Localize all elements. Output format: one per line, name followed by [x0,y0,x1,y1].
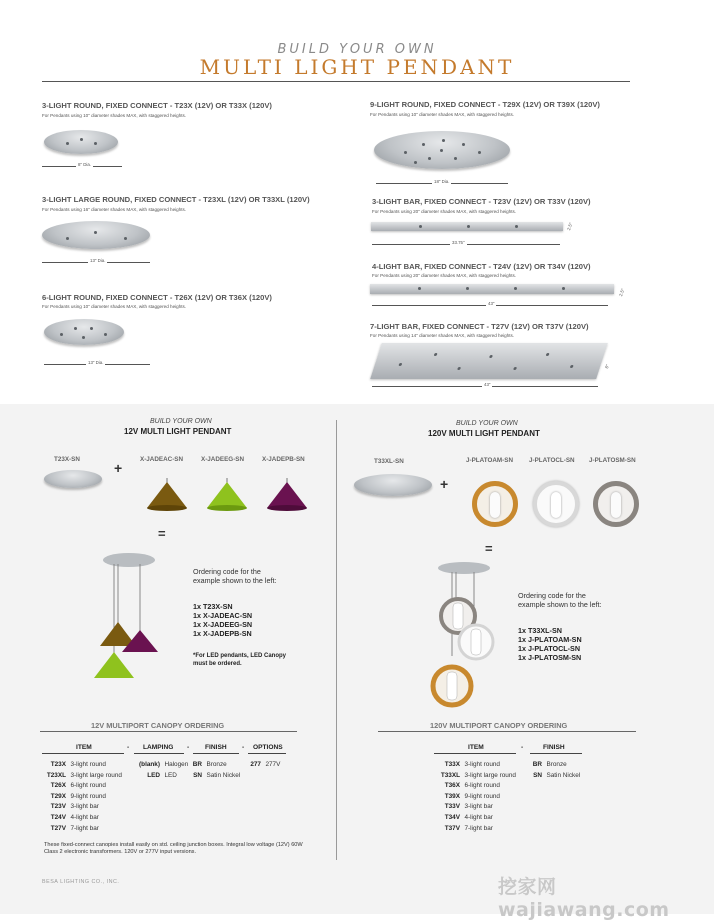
pendant-ring-clear [533,481,579,527]
pendant-label: J-PLATOAM-SN [466,457,513,464]
assembled-pendant-12v [92,552,166,682]
dimension-label: 13" Dia. [90,258,106,263]
lamping-list [130,757,190,778]
table-row: BR Bronze [532,761,567,768]
build-eyebrow: BUILD YOUR OWN [456,420,518,427]
order-code-line: 1x X-JADEAC-SN [193,611,253,620]
equals-sign: = [158,526,166,541]
ordering-rule [40,731,297,732]
pendant-cone-amber [143,478,191,512]
pendant-label: X-JADEAC-SN [140,456,184,463]
table-row: T23V 3-light bar [50,803,99,811]
header-underline [248,753,286,754]
copyright: BESA LIGHTING CO., INC. [42,879,120,885]
section-divider [336,420,337,860]
table-row: T33X 3-light round [444,761,500,768]
canopy-title: 7-LIGHT BAR, FIXED CONNECT - T27V (12V) OR T37V (120V) [370,322,589,331]
canopy-round-image [42,221,150,249]
canopy-title: 4-LIGHT BAR, FIXED CONNECT - T24V (12V) OR T34V (120V) [372,262,591,271]
pendant-label: J-PLATOSM-SN [589,457,636,464]
header-underline [42,753,124,754]
ordering-title: 120V MULTIPORT CANOPY ORDERING [430,721,568,730]
canopy-title: 3-LIGHT LARGE ROUND, FIXED CONNECT - T23XL (12V) OR T33XL (120V) [42,195,310,204]
table-row: SN Satin Nickel [193,771,241,779]
canopy-bar-image [370,343,611,379]
dimension-label: 18" Dia. [434,179,450,184]
page-title: MULTI LIGHT PENDANT [199,55,515,79]
watermark: 挖家网 wajiawang.com [498,876,670,921]
col-separator: - [127,744,130,751]
pendant-label: X-JADEPB-SN [262,456,305,463]
table-row: T26X 6-light round [50,782,106,790]
side-dimension-label: 2.5" [618,288,626,297]
col-header-lamping: LAMPING [143,744,174,751]
order-explanation: Ordering code for the example shown to the left: [518,591,602,609]
header-underline [434,753,516,754]
canopy-note: For Pendants using 16" diameter shades MAX, with staggered heights. [42,207,187,212]
dimension-label: 8" Dia. [78,162,92,167]
pendant-cone-green [203,478,251,512]
table-row: T37V 7-light bar [444,824,493,832]
col-header-item: ITEM [468,744,484,751]
led-note: *For LED pendants, LED Canopy must be ordered. [193,653,287,667]
table-row: BR Bronze [192,761,227,768]
canopy-bar-image [370,284,614,294]
dimension-label: 43" [484,382,491,387]
table-row: T24V 4-light bar [50,813,99,821]
canopy-label: T33XL-SN [374,458,404,465]
col-separator: - [187,744,190,751]
col-header-options: OPTIONS [253,744,283,751]
item-list [36,757,136,831]
canopy-note: For Pendants using 14" diameter shades MAX, with staggered heights. [370,333,515,338]
table-row: T39X 9-light round [444,792,500,800]
pendant-ring-smoke [593,481,639,527]
header-underline [530,753,582,754]
plus-sign: + [114,460,123,476]
canopy-image [44,470,102,488]
table-row: T34V 4-light bar [444,813,493,821]
canopy-note: For Pendants using 10" diameter shades MAX, with staggered heights. [42,304,187,309]
table-row: 277 277V [250,761,281,768]
order-explanation: Ordering code for the example shown to the left: [193,567,277,585]
finish-list [526,757,596,778]
header-underline [134,753,184,754]
header-eyebrow: BUILD YOUR OWN [277,42,437,57]
equals-sign: = [485,541,493,556]
build-title: 120V MULTI LIGHT PENDANT [428,429,540,438]
order-code-line: 1x J-PLATOCL-SN [518,644,581,653]
ordering-footnote: These fixed-connect canopies install easily on std. ceiling junction boxes. Integral low voltage (12V) 60W Class 2 electronic transformers. 120V or 277V input versions. [44,842,303,855]
header-underline [193,753,239,754]
order-code-line: 1x J-PLATOSM-SN [518,653,582,662]
build-eyebrow: BUILD YOUR OWN [150,418,212,425]
col-header-finish: FINISH [543,744,565,751]
ordering-title: 12V MULTIPORT CANOPY ORDERING [91,721,225,730]
pendant-label: X-JADEEG-SN [201,456,245,463]
canopy-round-image [44,319,124,345]
canopy-note: For Pendants using 10" diameter shades MAX, with staggered heights. [42,113,187,118]
pendant-label: J-PLATOCL-SN [529,457,575,464]
canopy-note: For Pendants using 10" diameter shades MAX, with staggered heights. [370,112,515,117]
col-header-item: ITEM [76,744,92,751]
col-separator: - [242,744,245,751]
canopy-note: For Pendants using 20" diameter shades MAX, with staggered heights. [372,273,517,278]
canopy-title: 9-LIGHT ROUND, FIXED CONNECT - T29X (12V) OR T39X (120V) [370,100,600,109]
canopy-title: 6-LIGHT ROUND, FIXED CONNECT - T26X (12V) OR T36X (120V) [42,293,272,302]
table-row: LED LED [147,771,177,779]
order-code-line: 1x T23X-SN [193,602,233,611]
canopy-bar-image [371,222,563,231]
dimension-label: 13" Dia. [88,360,104,365]
canopy-title: 3-LIGHT BAR, FIXED CONNECT - T23V (12V) OR T33V (120V) [372,197,591,206]
canopy-image [354,474,432,496]
plus-sign: + [440,476,449,492]
assembled-pendant-120v [428,560,500,718]
order-code-line: 1x X-JADEPB-SN [193,629,252,638]
pendant-ring-amber [472,481,518,527]
table-row: SN Satin Nickel [533,771,581,779]
side-dimension-label: 6" [603,363,611,370]
build-title: 12V MULTI LIGHT PENDANT [124,427,232,436]
table-row: T29X 9-light round [50,792,106,800]
table-row: (blank) Halogen [139,761,189,768]
col-header-finish: FINISH [205,744,227,751]
order-code-line: 1x J-PLATOAM-SN [518,635,582,644]
table-row: T36X 6-light round [444,782,500,790]
canopy-label: T23X-SN [54,456,80,463]
table-row: T23XL 3-light large round [46,771,122,779]
dimension-label: 33.75" [452,240,465,245]
side-dimension-label: 2.5" [566,222,574,231]
col-separator: - [521,744,524,751]
dimension-label: 43" [488,301,495,306]
table-row: T33XL 3-light large round [440,771,516,779]
order-code-line: 1x T33XL-SN [518,626,562,635]
options-list [244,757,294,768]
table-row: T27V 7-light bar [50,824,99,832]
ordering-rule [378,731,636,732]
canopy-title: 3-LIGHT ROUND, FIXED CONNECT - T23X (12V) OR T33X (120V) [42,101,272,110]
finish-list [186,757,246,778]
header-divider [42,81,630,82]
table-row: T33V 3-light bar [444,803,493,811]
item-list [430,757,530,831]
order-code-line: 1x X-JADEEG-SN [193,620,253,629]
canopy-round-image [44,130,118,154]
canopy-round-image [374,131,510,169]
table-row: T23X 3-light round [50,761,106,768]
pendant-cone-plum [263,478,311,512]
canopy-note: For Pendants using 20" diameter shades MAX, with staggered heights. [372,209,517,214]
